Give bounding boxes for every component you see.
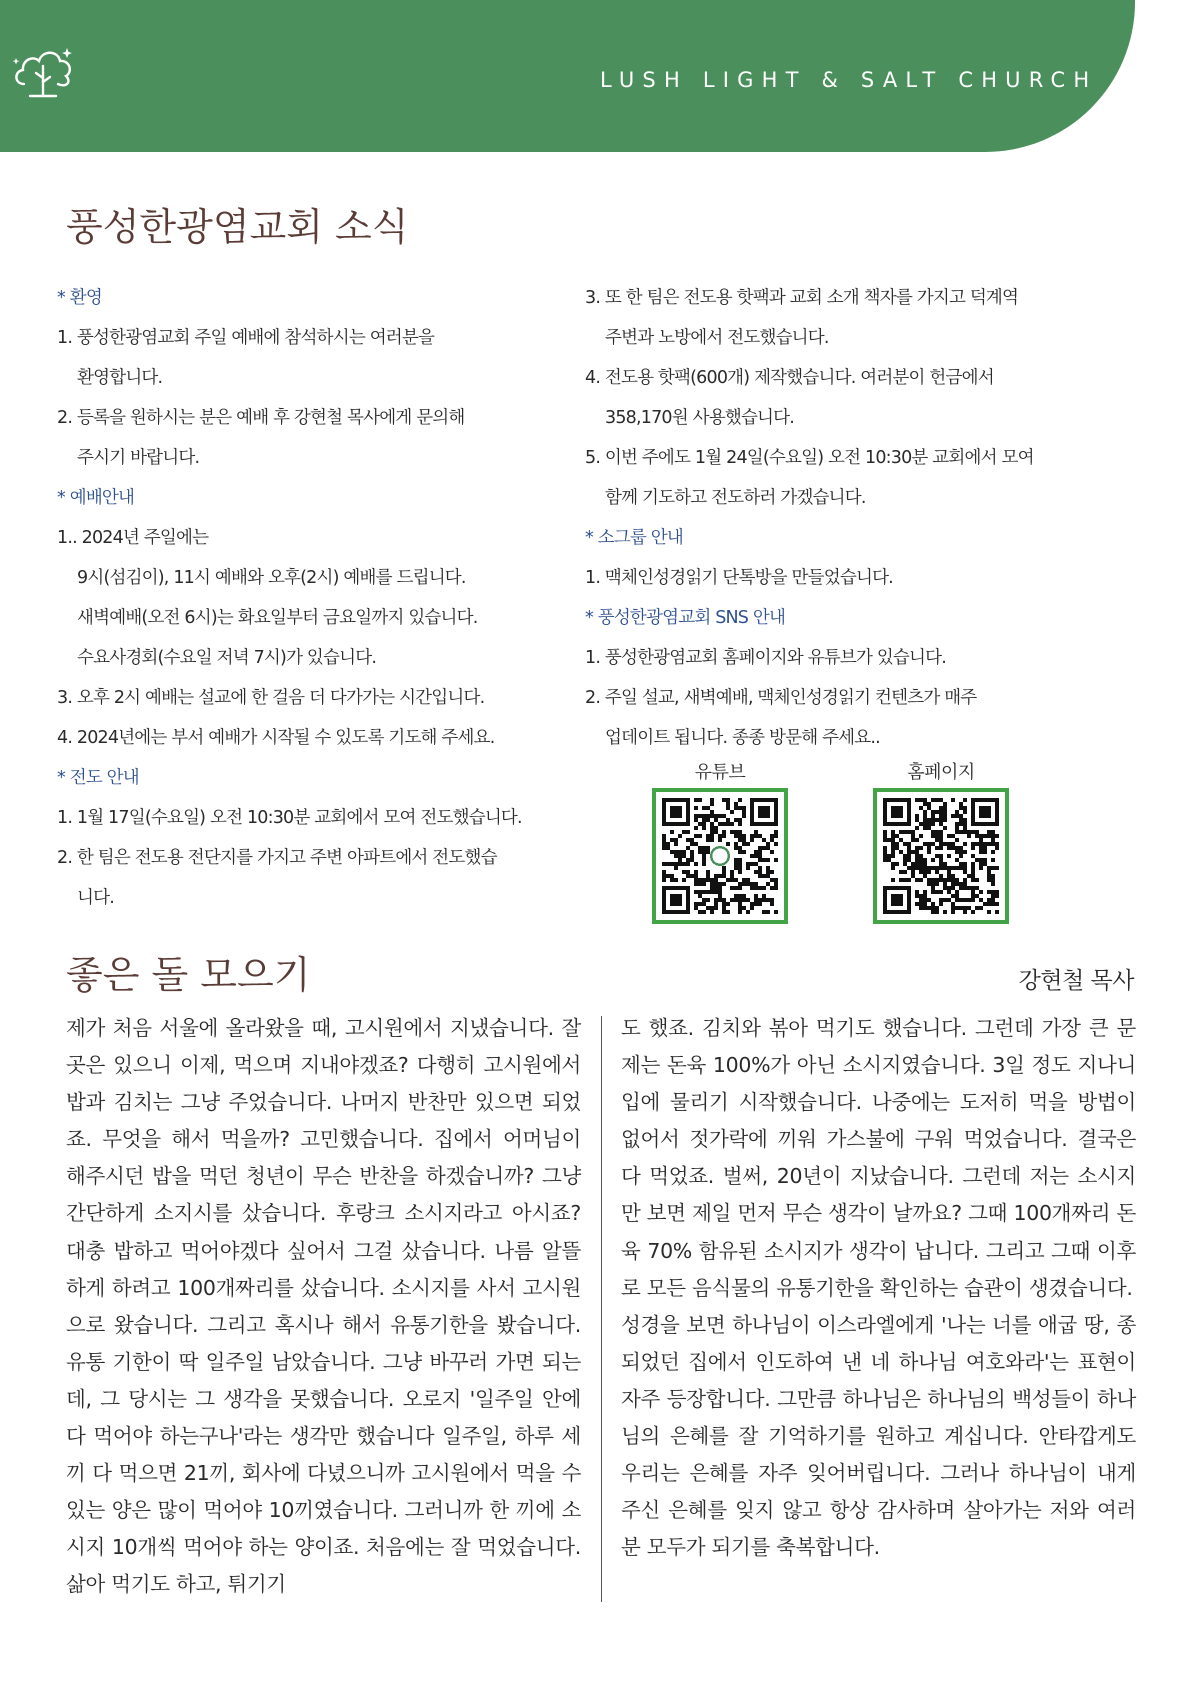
news-line: 3. 또 한 팀은 전도용 핫팩과 교회 소개 책자를 가지고 덕계역	[585, 288, 1019, 308]
header-banner	[0, 0, 1135, 152]
news-line: 9시(섬김이), 11시 예배와 오후(2시) 예배를 드립니다.	[77, 568, 466, 588]
article-paragraph: 성경을 보면 하나님이 이스라엘에게 '나는 너를 애굽 땅, 종 되었던 집에서 인도하여 낸 네 하나님 여호와라'는 표현이 자주 등장합니다. 그만큼 하나님은 하나님의 백성들이 하나님의 은혜를 잘 기억하기를 원하고 계십니다. 안타깝게도 우리는 은혜를 자주 잊어버립니다. 그러나 하나님이 내게 주신 은혜를 잊지 않고 항상 감사하며 살아가는 저와 여러분 모두가 되기를 축복합니다.	[621, 1312, 1136, 1560]
section-heading: * 전도 안내	[57, 768, 139, 788]
news-left-column	[57, 278, 577, 918]
church-name: LUSH LIGHT & SALT CHURCH	[600, 68, 1098, 92]
news-line: 새벽예배(오전 6시)는 화요일부터 금요일까지 있습니다.	[77, 608, 478, 628]
news-line: 1. 1월 17일(수요일) 오전 10:30분 교회에서 모여 전도했습니다.	[57, 808, 522, 828]
news-line: 업데이트 됩니다. 종종 방문해 주세요..	[605, 728, 880, 748]
news-line: 주시기 바랍니다.	[77, 448, 200, 468]
news-line: 주변과 노방에서 전도했습니다.	[605, 328, 829, 348]
news-line: 수요사경회(수요일 저녁 7시)가 있습니다.	[77, 648, 377, 668]
news-line: 358,170원 사용했습니다.	[605, 408, 795, 428]
section-heading: * 풍성한광염교회 SNS 안내	[585, 608, 786, 628]
article-left-column	[66, 1010, 581, 1604]
news-line: 니다.	[77, 888, 114, 908]
homepage-qr-code-icon[interactable]	[873, 788, 1009, 924]
news-line: 4. 전도용 핫팩(600개) 제작했습니다. 여러분이 헌금에서	[585, 368, 994, 388]
tree-cloud-icon	[10, 44, 76, 100]
news-line: 1. 맥체인성경읽기 단톡방을 만들었습니다.	[585, 568, 893, 588]
news-line: 환영합니다.	[77, 368, 163, 388]
article-paragraph: 제가 처음 서울에 올라왔을 때, 고시원에서 지냈습니다. 잘 곳은 있으니 이제, 먹으며 지내야겠죠? 다행히 고시원에서 밥과 김치는 그냥 주었습니다. 나머지 반찬만 있으면 되었죠. 무엇을 해서 먹을까? 고민했습니다. 집에서 어머님이 해주시던 밥을 먹던 청년이 무슨 반찬을 하겠습니까? 그냥 간단하게 소지시를 샀습니다. 후랑크 소시지라고 아시죠? 대충 밥하고 먹어야겠다 싶어서 그걸 샀습니다. 나름 알뜰하게 하려고 100개짜리를 샀습니다. 소시지를 사서 고시원으로 왔습니다. 그리고 혹시나 해서 유통기한을 봤습니다. 유통 기한이 딱 일주일 남았습니다. 그냥 바꾸러 가면 되는데, 그 당시는 그 생각을 못했습니다. 오로지 '일주일 안에 다 먹어야 하는구나'라는 생각만 했습니다 일주일, 하루 세끼 다 먹으면 21끼, 회사에 다녔으니까 고시원에서 먹을 수 있는 양은 많이 먹어야 10끼였습니다. 그러니까 한 끼에 소시지 10개씩 먹어야 하는 양이죠. 처음에는 잘 먹었습니다. 삶아 먹기도 하고, 튀기기	[66, 1016, 581, 1597]
news-line: 3. 오후 2시 예배는 설교에 한 걸음 더 다가가는 시간입니다.	[57, 688, 485, 708]
article-title: 좋은 돌 모으기	[66, 953, 311, 997]
news-line: 함께 기도하고 전도하러 가겠습니다.	[605, 488, 866, 508]
article-right-column	[621, 1010, 1136, 1566]
news-title: 풍성한광염교회 소식	[66, 205, 409, 249]
article-paragraph: 도 했죠. 김치와 볶아 먹기도 했습니다. 그런데 가장 큰 문제는 돈육 100%가 아닌 소시지였습니다. 3일 정도 지나니 입에 물리기 시작했습니다. 나중에는 도저히 먹을 방법이 없어서 젓가락에 끼워 가스불에 구워 먹었습니다. 결국은 다 먹었죠. 벌써, 20년이 지났습니다. 그런데 저는 소시지만 보면 제일 먼저 무슨 생각이 날까요? 그때 100개짜리 돈육 70% 함유된 소시지가 생각이 납니다. 그리고 그때 이후로 모든 음식물의 유통기한을 확인하는 습관이 생겼습니다.	[621, 1016, 1136, 1300]
article-author: 강현철 목사	[1018, 968, 1134, 994]
qr-label-homepage: 홈페이지	[907, 762, 975, 783]
news-line: 1. 풍성한광염교회 주일 예배에 참석하시는 여러분을	[57, 328, 435, 348]
youtube-qr-code-icon[interactable]	[652, 788, 788, 924]
news-line: 2. 한 팀은 전도용 전단지를 가지고 주변 아파트에서 전도했습	[57, 848, 497, 868]
homepage-qr-block	[871, 758, 1011, 924]
news-line: 1. 풍성한광염교회 홈페이지와 유튜브가 있습니다.	[585, 648, 947, 668]
news-line: 2. 주일 설교, 새벽예배, 맥체인성경읽기 컨텐츠가 매주	[585, 688, 977, 708]
news-line: 2. 등록을 원하시는 분은 예배 후 강현철 목사에게 문의해	[57, 408, 465, 428]
news-right-column	[585, 278, 1125, 758]
section-heading: * 소그룹 안내	[585, 528, 684, 548]
news-line: 4. 2024년에는 부서 예배가 시작될 수 있도록 기도해 주세요.	[57, 728, 495, 748]
section-heading: * 예배안내	[57, 488, 135, 508]
column-divider	[601, 1016, 602, 1602]
news-line: 5. 이번 주에도 1월 24일(수요일) 오전 10:30분 교회에서 모여	[585, 448, 1034, 468]
qr-label-youtube: 유튜브	[694, 762, 746, 783]
section-heading: * 환영	[57, 288, 102, 308]
youtube-qr-block	[650, 758, 790, 924]
news-line: 1.. 2024년 주일에는	[57, 528, 209, 548]
